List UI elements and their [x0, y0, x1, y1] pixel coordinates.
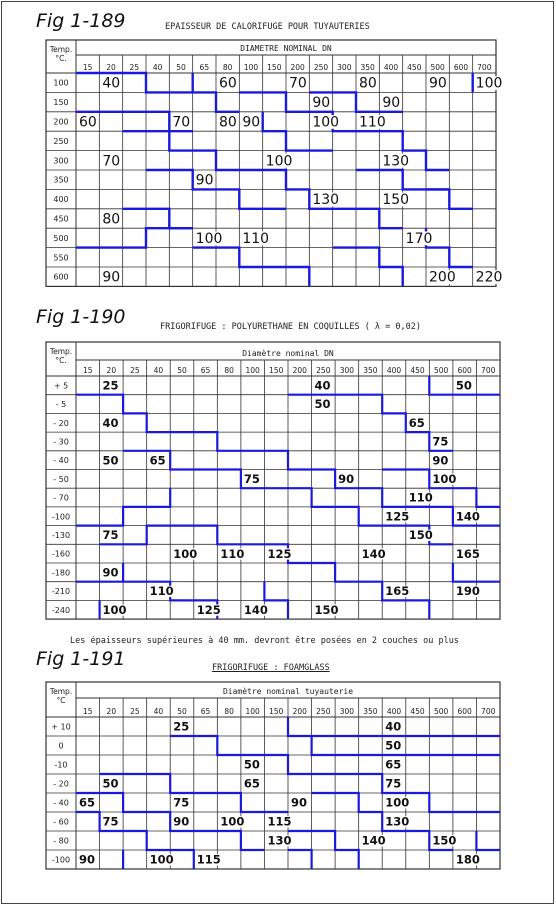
dn-column-header: 80	[224, 366, 234, 375]
thickness-label: 90	[102, 565, 119, 580]
dn-column-header: 40	[153, 366, 164, 375]
temperature-row-label: -210	[51, 587, 71, 597]
thickness-label: 90	[173, 814, 190, 829]
dn-column-header: 65	[200, 707, 211, 716]
thickness-label: 60	[79, 114, 97, 131]
temperature-row-label: -180	[51, 568, 71, 578]
dn-column-header: 50	[177, 366, 187, 375]
dn-column-header: 20	[106, 63, 116, 72]
thickness-label: 110	[359, 114, 386, 131]
fig-1-190-caption: FRIGORIFUGE : POLYURETHANE EN COQUILLES ( λ = 0,02)	[160, 322, 421, 332]
thickness-label: 25	[173, 719, 190, 734]
dn-column-header: 350	[363, 366, 378, 375]
temp-corner-label: °C.	[55, 54, 67, 63]
temp-corner-label: °C.	[55, 356, 67, 365]
thickness-label: 100	[475, 75, 503, 92]
thickness-label: 130	[382, 153, 410, 170]
fig-1-190-label: Fig 1-190	[36, 306, 126, 328]
dn-column-header: 150	[269, 707, 284, 716]
dn-column-header: 25	[130, 366, 140, 375]
thickness-label: 150	[314, 602, 339, 617]
dn-column-header: 600	[457, 707, 472, 716]
temperature-row-label: - 20	[53, 418, 69, 428]
thickness-label: 165	[385, 584, 410, 599]
thickness-label: 115	[196, 852, 221, 867]
thickness-label: 170	[405, 230, 433, 247]
thickness-label: 110	[220, 546, 245, 561]
dn-column-header: 20	[106, 366, 117, 375]
dn-column-header: 25	[129, 63, 140, 72]
thickness-label: 110	[242, 230, 270, 247]
thickness-label: 90	[312, 95, 331, 112]
thickness-label: 50	[455, 378, 472, 393]
thickness-label: 115	[267, 814, 292, 829]
zone-boundary-line	[476, 831, 500, 850]
temperature-row-label: -100	[51, 855, 71, 865]
thickness-label: 80	[359, 75, 377, 92]
temperature-row-label: 200	[53, 117, 69, 127]
thickness-label: 65	[79, 795, 96, 810]
dn-column-header: 50	[177, 707, 187, 716]
dn-column-header: 450	[410, 707, 425, 716]
thickness-label: 100	[432, 471, 457, 486]
dn-column-header: 700	[477, 63, 492, 72]
fig-1-190-note: Les épaisseurs supérieures à 40 mm. devront être posées en 2 couches ou plus	[70, 636, 459, 646]
thickness-label: 90	[79, 852, 96, 867]
dn-column-header: 400	[383, 63, 399, 72]
fig-1-191-caption: FRIGORIFUGE : FOAMGLASS	[212, 663, 330, 673]
dn-column-header: 150	[267, 63, 282, 72]
thickness-label: 65	[385, 757, 402, 772]
thickness-label: 25	[102, 378, 119, 393]
temp-corner-label: Temp.	[49, 347, 73, 356]
thickness-label: 110	[149, 584, 174, 599]
thickness-label: 90	[242, 114, 261, 131]
dn-column-header: 300	[339, 707, 355, 716]
thickness-label: 80	[102, 211, 121, 228]
thickness-label: 125	[267, 546, 292, 561]
thickness-label: 130	[312, 192, 340, 209]
dn-column-header: 40	[152, 63, 163, 72]
thickness-label: 140	[361, 546, 386, 561]
thickness-label: 100	[385, 795, 410, 810]
temperature-row-label: -130	[51, 530, 71, 540]
temperature-row-label: + 10	[51, 722, 71, 732]
thickness-label: 40	[385, 719, 402, 734]
thickness-label: 65	[149, 453, 166, 468]
dn-column-header: 350	[363, 707, 378, 716]
dn-column-header: 20	[106, 707, 117, 716]
temperature-row-label: 0	[58, 741, 64, 751]
dn-column-header: 600	[457, 366, 472, 375]
thickness-label: 100	[195, 230, 223, 247]
temperature-row-label: - 40	[53, 456, 69, 466]
thickness-label: 50	[102, 776, 119, 791]
dn-column-header: 250	[316, 707, 331, 716]
thickness-label: 125	[385, 509, 410, 524]
thickness-label: 130	[385, 814, 410, 829]
thickness-label: 70	[289, 75, 307, 92]
dn-column-header: 15	[83, 707, 93, 716]
thickness-label: 80	[219, 114, 237, 131]
thickness-label: 75	[385, 776, 402, 791]
temperature-row-label: - 80	[53, 836, 69, 846]
fig-1-189-label: Fig 1-189	[36, 10, 126, 32]
dn-column-header: 350	[360, 63, 375, 72]
thickness-label: 50	[243, 757, 260, 772]
dn-column-header: 500	[433, 366, 449, 375]
dn-column-header: 65	[199, 63, 210, 72]
dn-header-title: Diamètre nominal tuyauterie	[222, 687, 354, 696]
dn-column-header: 700	[481, 366, 496, 375]
temperature-row-label: 500	[53, 233, 69, 243]
thickness-label: 220	[475, 269, 503, 286]
thickness-label: 40	[102, 75, 121, 92]
thickness-label: 140	[455, 509, 480, 524]
dn-column-header: 600	[453, 63, 469, 72]
temperature-row-label: - 30	[53, 437, 69, 447]
thickness-label: 125	[196, 602, 221, 617]
thickness-label: 100	[312, 114, 340, 131]
dn-column-header: 500	[433, 707, 449, 716]
dn-column-header: 100	[243, 63, 259, 72]
thickness-label: 90	[382, 95, 401, 112]
thickness-label: 75	[432, 434, 449, 449]
dn-column-header: 15	[83, 366, 93, 375]
thickness-label: 65	[408, 415, 425, 430]
temperature-row-label: -100	[51, 512, 71, 522]
temperature-row-label: 450	[53, 214, 69, 224]
temperature-row-label: 400	[53, 195, 69, 205]
thickness-label: 40	[314, 378, 331, 393]
thickness-label: 190	[455, 584, 480, 599]
thickness-label: 90	[291, 795, 308, 810]
zone-boundary-line	[288, 850, 312, 869]
thickness-label: 75	[173, 795, 190, 810]
thickness-label: 110	[408, 490, 433, 505]
thickness-label: 150	[432, 833, 457, 848]
thickness-label: 140	[361, 833, 386, 848]
dn-column-header: 700	[481, 707, 496, 716]
thickness-label: 70	[102, 153, 121, 170]
dn-column-header: 500	[430, 63, 445, 72]
thickness-label: 50	[314, 397, 331, 412]
thickness-label: 90	[432, 453, 449, 468]
dn-column-header: 300	[337, 63, 352, 72]
temp-corner-label: Temp.	[49, 687, 73, 696]
temp-corner-label: Temp.	[49, 45, 73, 54]
dn-header-title: Diamètre nominal DN	[242, 349, 334, 358]
thickness-label: 90	[429, 75, 447, 92]
temperature-row-label: 250	[53, 136, 69, 146]
thickness-label: 100	[102, 602, 127, 617]
thickness-label: 50	[102, 453, 119, 468]
thickness-label: 65	[243, 776, 260, 791]
thickness-label: 200	[429, 269, 456, 286]
dn-column-header: 400	[386, 366, 402, 375]
dn-column-header: 50	[176, 63, 186, 72]
thickness-label: 100	[149, 852, 174, 867]
dn-column-header: 400	[386, 707, 402, 716]
temperature-row-label: 100	[53, 78, 69, 88]
thickness-label: 75	[243, 471, 260, 486]
dn-column-header: 200	[292, 366, 307, 375]
thickness-label: 165	[455, 546, 480, 561]
dn-column-header: 80	[222, 63, 233, 72]
thickness-label: 70	[172, 114, 191, 131]
dn-column-header: 100	[245, 366, 260, 375]
dn-column-header: 200	[292, 707, 307, 716]
temperature-row-label: 150	[53, 98, 69, 108]
dn-column-header: 40	[153, 707, 164, 716]
dn-column-header: 65	[200, 366, 211, 375]
temperature-row-label: 550	[53, 253, 69, 263]
dn-column-header: 200	[290, 63, 305, 72]
fig-1-191-label: Fig 1-191	[36, 648, 126, 670]
temperature-row-label: - 20	[53, 779, 69, 789]
dn-column-header: 80	[224, 707, 234, 716]
thickness-label: 100	[173, 546, 198, 561]
thickness-label: 75	[102, 814, 119, 829]
thickness-label: 90	[338, 471, 355, 486]
dn-column-header: 450	[407, 63, 422, 72]
temperature-row-label: 600	[53, 272, 69, 282]
temperature-row-label: -10	[54, 760, 68, 770]
dn-column-header: 300	[339, 366, 355, 375]
dn-column-header: 15	[82, 63, 93, 72]
thickness-label: 130	[267, 833, 292, 848]
dn-header-title: DIAMETRE NOMINAL DN	[240, 44, 332, 53]
thickness-label: 100	[265, 153, 293, 170]
temperature-row-label: + 5	[53, 381, 69, 391]
thickness-label: 75	[102, 528, 119, 543]
dn-column-header: 25	[130, 707, 140, 716]
temperature-row-label: - 70	[53, 493, 69, 503]
thickness-label: 180	[455, 852, 480, 867]
temperature-row-label: - 40	[53, 798, 69, 808]
thickness-label: 50	[385, 738, 402, 753]
temperature-row-label: - 50	[53, 474, 69, 484]
temperature-row-label: - 60	[53, 817, 69, 827]
temperature-row-label: -240	[51, 605, 71, 615]
temperature-row-label: 350	[53, 175, 69, 185]
thickness-label: 100	[220, 814, 245, 829]
temperature-row-label: 300	[53, 156, 69, 166]
dn-column-header: 250	[316, 366, 331, 375]
temperature-row-label: -160	[51, 549, 71, 559]
dn-column-header: 150	[269, 366, 284, 375]
dn-column-header: 450	[410, 366, 425, 375]
thickness-label: 60	[219, 75, 237, 92]
temperature-row-label: - 5	[55, 400, 67, 410]
temp-corner-label: °C	[56, 696, 66, 705]
thickness-label: 40	[102, 415, 119, 430]
thickness-label: 140	[243, 602, 268, 617]
fig-1-189-caption: EPAISSEUR DE CALORIFUGE POUR TUYAUTERIES	[165, 22, 370, 32]
thickness-label: 90	[195, 172, 214, 189]
thickness-label: 150	[408, 528, 433, 543]
thickness-label: 150	[382, 192, 410, 209]
dn-column-header: 250	[313, 63, 329, 72]
thickness-label: 90	[102, 269, 121, 286]
dn-column-header: 100	[245, 707, 260, 716]
